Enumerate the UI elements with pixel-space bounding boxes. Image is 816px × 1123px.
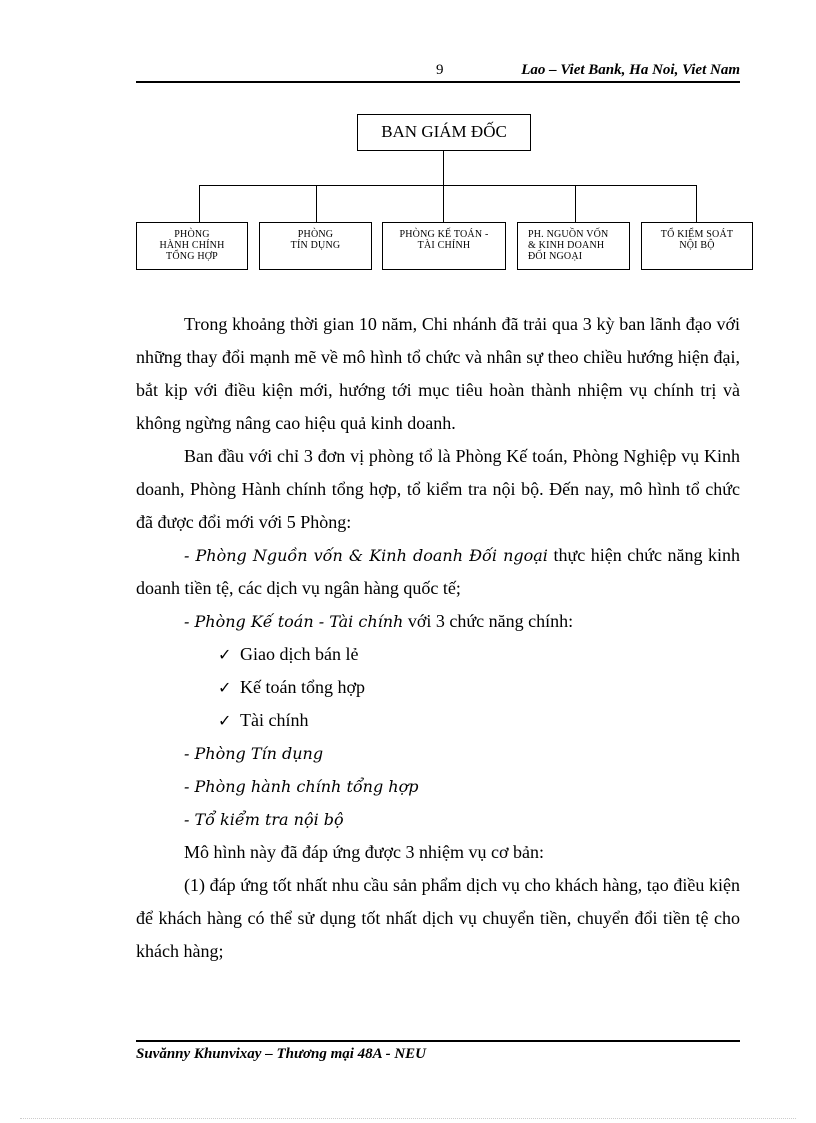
- paragraph-3: Mô hình này đã đáp ứng được 3 nhiệm vụ cơ bản:: [184, 842, 544, 862]
- dept-name-audit: - Tổ kiểm tra nội bộ: [184, 810, 344, 829]
- org-dept-admin: PHÒNG HÀNH CHÍNH TỔNG HỢP: [136, 222, 248, 270]
- body-text: [136, 308, 740, 968]
- org-connector: [696, 185, 697, 222]
- paragraph-2: Ban đầu với chỉ 3 đơn vị phòng tổ là Phòng Kế toán, Phòng Nghiệp vụ Kinh doanh, Phòng Hành chính tổng hợp, tổ kiểm tra nội bộ. Đến nay, mô hình tổ chức đã được đổi mới với 5 Phòng:: [136, 446, 740, 532]
- paragraph-4: (1) đáp ứng tốt nhất nhu cầu sản phẩm dịch vụ cho khách hàng, tạo điều kiện để khách hàng có thể sử dụng tốt nhất dịch vụ chuyển tiền, chuyển đổi tiền tệ cho khách hàng;: [136, 875, 740, 961]
- dept-name-admin: - Phòng hành chính tổng hợp: [184, 777, 419, 796]
- org-connector: [443, 151, 444, 186]
- checkmark-icon: ✓: [218, 645, 232, 664]
- org-connector: [316, 185, 317, 222]
- dept-name-funding: - Phòng Nguồn vốn & Kinh doanh Đối ngoại: [184, 546, 548, 565]
- org-dept-audit: TỔ KIỂM SOÁT NỘI BỘ: [641, 222, 753, 270]
- org-connector: [575, 185, 576, 222]
- list-item-credit: [136, 737, 740, 770]
- org-dept-accounting: PHÒNG KẾ TOÁN - TÀI CHÍNH: [382, 222, 506, 270]
- org-connector: [199, 185, 697, 186]
- checkmark-icon: ✓: [218, 711, 232, 730]
- function-item: [136, 704, 740, 737]
- page-edge-dots: [20, 1118, 796, 1119]
- running-head: Lao – Viet Bank, Ha Noi, Viet Nam: [521, 62, 740, 78]
- function-item: [136, 638, 740, 671]
- list-item-accounting: [136, 605, 740, 638]
- org-dept-credit: PHÒNG TÍN DỤNG: [259, 222, 372, 270]
- checkmark-icon: ✓: [218, 678, 232, 697]
- org-chart: [0, 0, 816, 280]
- paragraph-1: Trong khoảng thời gian 10 năm, Chi nhánh đã trải qua 3 kỳ ban lãnh đạo với những thay đổi mạnh mẽ về mô hình tổ chức và nhân sự theo chiều hướng hiện đại, bắt kịp với điều kiện mới, hướng tới mục tiêu hoàn thành nhiệm vụ chính trị và không ngừng nâng cao hiệu quả kinh doanh.: [136, 314, 740, 433]
- function-label: Giao dịch bán lẻ: [240, 644, 359, 664]
- page-footer: Suvănny Khunvixay – Thương mại 48A - NEU: [136, 1046, 427, 1062]
- org-connector: [443, 185, 444, 222]
- org-dept-funding: PH. NGUỒN VỐN & KINH DOANH ĐỐI NGOẠI: [517, 222, 630, 270]
- org-connector: [199, 185, 200, 222]
- footer-rule: [136, 1040, 740, 1042]
- function-item: [136, 671, 740, 704]
- dept-name-accounting: - Phòng Kế toán - Tài chính: [184, 612, 404, 631]
- function-label: Tài chính: [240, 710, 309, 730]
- list-item-admin: [136, 770, 740, 803]
- org-top-box: BAN GIÁM ĐỐC: [357, 114, 531, 151]
- dept-desc-accounting: với 3 chức năng chính:: [403, 611, 574, 631]
- dept-desc-funding: thực hiện chức năng kinh doanh tiền tệ, các dịch vụ ngân hàng quốc tế;: [136, 545, 741, 598]
- page-number: 9: [436, 62, 444, 78]
- function-label: Kế toán tổng hợp: [240, 677, 365, 697]
- list-item-funding: [136, 539, 740, 605]
- list-item-audit: [136, 803, 740, 836]
- dept-name-credit: - Phòng Tín dụng: [184, 744, 324, 763]
